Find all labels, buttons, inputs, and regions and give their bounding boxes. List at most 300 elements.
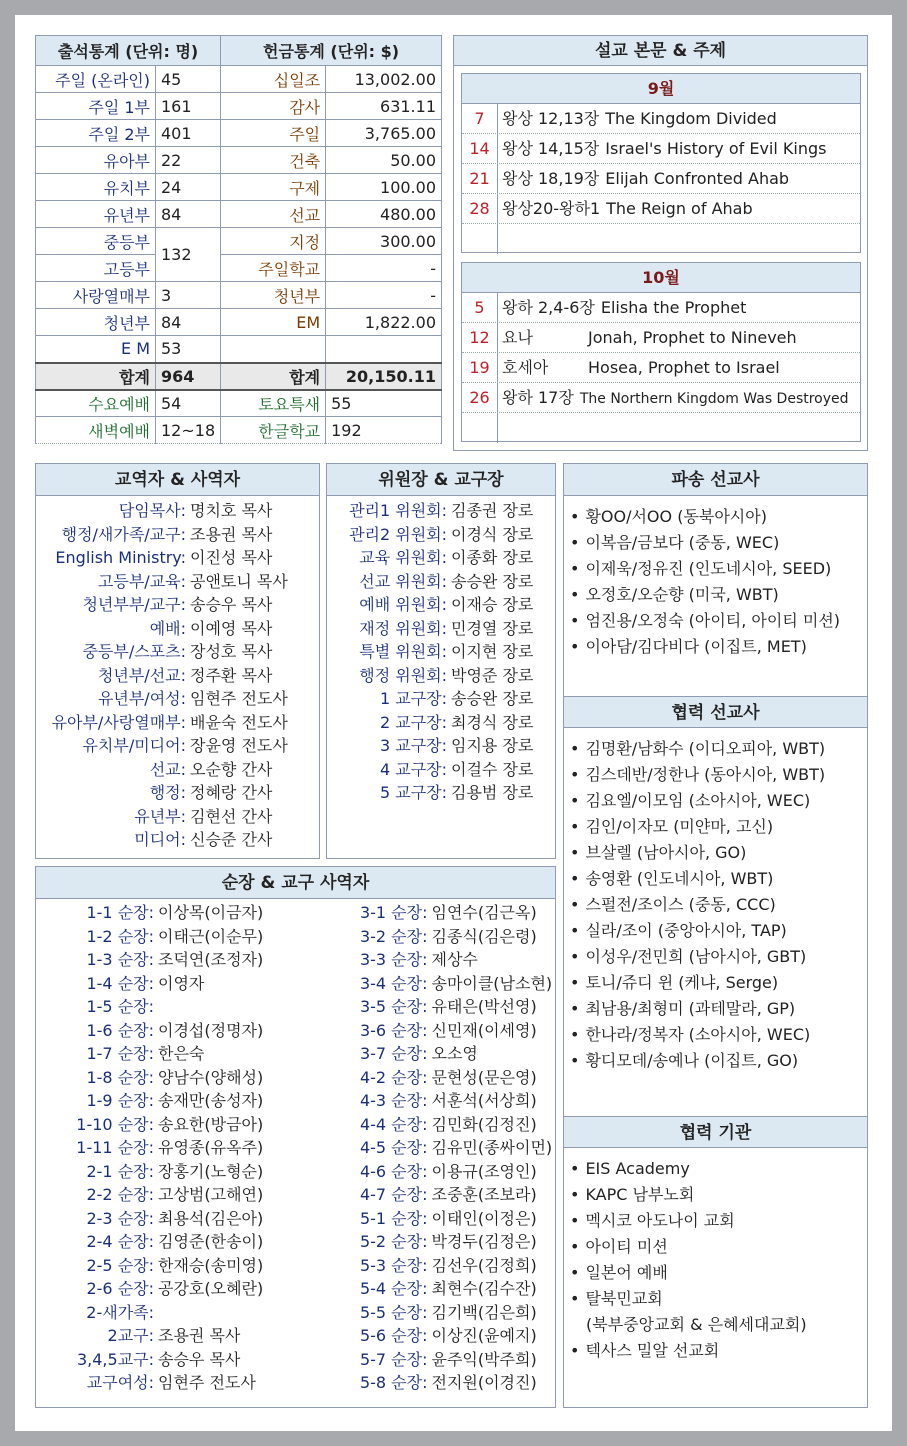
staff-header: 교역자 & 사역자 <box>36 464 319 496</box>
leader-item-name: 김선우(김정희) <box>431 1255 537 1275</box>
staff-item <box>36 781 319 805</box>
staff-item-name: 장윤영 전도사 <box>190 736 288 755</box>
sermon-title: The Northern Kingdom Was Destroyed <box>579 391 849 407</box>
attendance-total-label: 합계 <box>36 363 156 390</box>
committee-item-name: 김종권 장로 <box>451 501 534 520</box>
attendance-extra-label: 수요예배 <box>36 390 156 417</box>
leader-item-role: 5-4 순장: <box>359 1279 428 1298</box>
leader-item-role: 4-7 순장: <box>359 1185 428 1204</box>
committee-item-role: 재정 위원회: <box>359 618 447 638</box>
leader-item <box>307 1042 555 1066</box>
partner-missionary-item: • 최남용/최형미 (과테말라, GP) <box>564 996 867 1022</box>
sermon-text <box>498 413 588 443</box>
sermon-date: 19 <box>462 353 498 382</box>
staff-item <box>36 687 319 711</box>
staff-item <box>36 828 319 852</box>
leader-item-role: 5-5 순장: <box>359 1302 428 1322</box>
staff-item-name: 장성호 목사 <box>190 642 273 661</box>
leader-item-role: 1-10 순장: <box>76 1114 154 1134</box>
staff-item-name: 명치호 목사 <box>190 501 273 520</box>
stats-row <box>36 120 442 147</box>
committee-item-role: 4 교구장: <box>379 759 447 779</box>
leader-item <box>36 995 307 1019</box>
partner-missionary-item: • 스펄전/조이스 (중동, CCC) <box>564 892 867 918</box>
stats-row <box>36 93 442 120</box>
stats-row <box>36 228 442 255</box>
committee-item <box>327 711 555 735</box>
leader-item-name: 윤주익(박주희) <box>431 1349 537 1369</box>
committee-item <box>327 640 555 664</box>
sermon-ref: 왕하 2,4-6장 <box>502 298 595 317</box>
staff-item-role: 청년부/선교: <box>97 665 186 685</box>
leader-item <box>36 1348 307 1372</box>
committee-item-role: 5 교구장: <box>379 783 447 802</box>
leader-item-name: 장홍기(노형순) <box>158 1161 264 1181</box>
committee-item-name: 최경식 장로 <box>451 712 534 732</box>
staff-item <box>36 711 319 735</box>
leader-item-role: 2-새가족: <box>86 1302 154 1322</box>
leader-item-role: 1-11 순장: <box>76 1138 154 1157</box>
staff-item-name: 송승우 목사 <box>190 595 273 614</box>
leader-item-name: 임현주 전도사 <box>158 1373 256 1392</box>
leader-item-role: 5-8 순장: <box>359 1373 428 1392</box>
partner-missionary-item: • 김스데반/정한나 (동아시아, WBT) <box>564 762 867 788</box>
sermon-title: Israel's History of Evil Kings <box>605 139 827 158</box>
leader-item-name: 송승우 목사 <box>158 1349 241 1369</box>
stats-row <box>36 255 442 282</box>
leader-item-role: 1-8 순장: <box>86 1067 154 1087</box>
committee-item-role: 관리2 위원회: <box>349 524 447 544</box>
leader-item-role: 2-6 순장: <box>86 1279 154 1298</box>
missionary-item: • 황OO/서OO (동북아시아) <box>564 504 867 530</box>
offering-value <box>326 336 442 363</box>
leader-item-name: 송재만(송성자) <box>158 1091 264 1110</box>
attendance-value: 84 <box>156 309 221 336</box>
leader-item <box>36 1301 307 1325</box>
leader-item <box>307 1254 555 1278</box>
partner-org-item: • 탈북민교회 <box>564 1286 867 1312</box>
attendance-header: 출석통계 (단위: 명) <box>36 36 221 66</box>
staff-item-role: English Ministry: <box>55 548 186 567</box>
leader-item <box>36 1160 307 1184</box>
leader-item <box>36 1371 307 1395</box>
partner-org-item: • 멕시코 아도나이 교회 <box>564 1208 867 1234</box>
leader-item <box>307 1207 555 1231</box>
leader-item <box>307 948 555 972</box>
leader-item-role: 3-4 순장: <box>359 973 428 993</box>
sermon-text <box>498 293 746 322</box>
partner-org-item: • EIS Academy <box>564 1156 867 1182</box>
staff-item <box>36 546 319 570</box>
sermon-title: Hosea, Prophet to Israel <box>588 358 780 377</box>
sermon-ref: 요나 <box>502 328 533 347</box>
staff-item-role: 유년부/여성: <box>97 689 186 708</box>
staff-item-role: 고등부/교육: <box>97 571 186 591</box>
attendance-label: 주일 2부 <box>36 120 156 147</box>
staff-item-name: 이예영 목사 <box>190 618 273 638</box>
committee-item-name: 김용범 장로 <box>451 783 534 802</box>
stats-row <box>36 282 442 309</box>
leader-item-name: 이용규(조영인) <box>431 1161 537 1181</box>
staff-item-role: 중등부/스포츠: <box>82 642 186 661</box>
committee-item-role: 1 교구장: <box>379 689 447 708</box>
leader-item <box>307 1301 555 1325</box>
leader-item <box>36 901 307 925</box>
staff-item-name: 오순향 간사 <box>190 759 273 779</box>
leader-item <box>307 1371 555 1395</box>
leader-item-name: 최현수(김수잔) <box>431 1279 537 1298</box>
leader-item-role: 4-2 순장: <box>359 1067 428 1087</box>
stats-table <box>35 35 442 444</box>
attendance-value: 53 <box>156 336 221 363</box>
staff-item-name: 배윤숙 전도사 <box>190 712 288 732</box>
committee-item-name: 이경식 장로 <box>451 524 534 544</box>
offering-label: 주일 <box>221 120 326 147</box>
staff-item-role: 예배: <box>149 618 186 638</box>
leader-item-role: 5-1 순장: <box>359 1208 428 1228</box>
offering-value: 631.11 <box>326 93 442 120</box>
committee-item <box>327 499 555 523</box>
leader-item-role: 5-3 순장: <box>359 1255 428 1275</box>
sermon-box <box>453 35 868 451</box>
attendance-value: 132 <box>156 228 221 282</box>
leader-item <box>36 1277 307 1301</box>
offering-label: 건축 <box>221 147 326 174</box>
staff-item <box>36 664 319 688</box>
leader-item <box>36 1230 307 1254</box>
offering-label: 십일조 <box>221 66 326 93</box>
leader-item-role: 2-5 순장: <box>86 1255 154 1275</box>
committee-item-role: 2 교구장: <box>379 712 447 732</box>
offering-value: 13,002.00 <box>326 66 442 93</box>
sermon-date: 28 <box>462 194 498 223</box>
leaders-header: 순장 & 교구 사역자 <box>36 867 555 899</box>
leader-item-role: 1-6 순장: <box>86 1020 154 1040</box>
sermon-row <box>462 224 860 254</box>
leader-item-role: 1-1 순장: <box>86 903 154 922</box>
leader-item-name: 이상목(이금자) <box>158 903 264 922</box>
offering-extra-value: 55 <box>326 390 442 417</box>
committee-item-role: 관리1 위원회: <box>349 501 447 520</box>
leader-item-name: 이영자 <box>158 973 205 993</box>
sermon-text <box>498 194 753 223</box>
leader-item <box>307 1160 555 1184</box>
leader-item-role: 4-5 순장: <box>359 1138 428 1157</box>
leader-item-role: 4-6 순장: <box>359 1161 428 1181</box>
staff-item-role: 미디어: <box>134 830 186 849</box>
committee-box <box>326 463 556 859</box>
leader-item-name: 오소영 <box>431 1044 478 1063</box>
leader-item <box>36 1324 307 1348</box>
sermon-ref: 왕상 12,13장 <box>502 109 600 128</box>
missionary-item: • 엄진용/오정숙 (아이티, 아이티 미션) <box>564 608 867 634</box>
staff-item-role: 선교: <box>149 759 186 779</box>
leader-item <box>307 1066 555 1090</box>
stats-row <box>36 336 442 363</box>
missionary-item: • 오정호/오순향 (미국, WBT) <box>564 582 867 608</box>
missionary-item: • 이제욱/정유진 (인도네시아, SEED) <box>564 556 867 582</box>
staff-item <box>36 640 319 664</box>
stats-extra-row <box>36 417 442 444</box>
leader-item-role: 3-1 순장: <box>359 903 428 922</box>
leader-item-role: 3-2 순장: <box>359 926 428 946</box>
leader-item-name: 제상수 <box>431 950 478 969</box>
offering-value: 3,765.00 <box>326 120 442 147</box>
sermon-date: 26 <box>462 383 498 412</box>
attendance-value: 45 <box>156 66 221 93</box>
leader-item-name: 최용석(김은아) <box>158 1208 264 1228</box>
leader-item <box>307 901 555 925</box>
leader-item <box>36 1113 307 1137</box>
staff-item-name: 임현주 전도사 <box>190 689 288 708</box>
sermon-row <box>462 134 860 164</box>
sermon-date: 14 <box>462 134 498 163</box>
leader-item <box>307 972 555 996</box>
sermon-date: 21 <box>462 164 498 193</box>
leader-item-role: 3-3 순장: <box>359 950 428 969</box>
leader-item <box>307 1324 555 1348</box>
leader-item-role: 2-2 순장: <box>86 1185 154 1204</box>
leader-item <box>36 948 307 972</box>
offering-extra-value: 192 <box>326 417 442 444</box>
committee-item-name: 이걸수 장로 <box>451 759 534 779</box>
partner-missionary-item: • 한나라/정복자 (소아시아, WEC) <box>564 1022 867 1048</box>
sermon-title: The Kingdom Divided <box>605 109 777 128</box>
leader-item <box>36 1019 307 1043</box>
staff-item <box>36 617 319 641</box>
attendance-value: 161 <box>156 93 221 120</box>
attendance-label: 유치부 <box>36 174 156 201</box>
leader-item <box>307 925 555 949</box>
sermon-row <box>462 413 860 443</box>
offering-label: 구제 <box>221 174 326 201</box>
missionary-item: • 이아담/김다비다 (이집트, MET) <box>564 634 867 660</box>
stats-row <box>36 66 442 93</box>
stats-extra-row <box>36 390 442 417</box>
leader-item-role: 교구여성: <box>86 1373 154 1392</box>
sermon-date <box>462 224 498 254</box>
missionary-item: • 이복음/금보다 (중동, WEC) <box>564 530 867 556</box>
stats-row <box>36 201 442 228</box>
sermon-text <box>498 104 777 133</box>
leader-item-name: 김민화(김정진) <box>431 1114 537 1134</box>
partner-missionary-item: • 이성우/전민희 (남아시아, GBT) <box>564 944 867 970</box>
offering-extra-label: 토요특새 <box>221 390 326 417</box>
partner-org-item: • KAPC 남부노회 <box>564 1182 867 1208</box>
staff-item-role: 유치부/미디어: <box>82 736 186 755</box>
attendance-label: 주일 (온라인) <box>36 66 156 93</box>
staff-item-role: 담임목사: <box>118 501 186 520</box>
leader-item-name: 유영종(유옥주) <box>158 1138 264 1157</box>
leader-item-role: 3,4,5교구: <box>76 1349 154 1369</box>
committee-item-name: 임지용 장로 <box>451 736 534 755</box>
staff-item-role: 유아부/사랑열매부: <box>51 712 186 732</box>
staff-item <box>36 805 319 829</box>
leader-item-name: 전지원(이경진) <box>431 1373 537 1392</box>
offering-value: - <box>326 255 442 282</box>
leader-item-name: 송요한(방금아) <box>158 1114 264 1134</box>
leader-item-name: 조용권 목사 <box>158 1326 241 1345</box>
sermon-title: The Reign of Ahab <box>606 199 753 218</box>
leader-item-name <box>154 1301 158 1325</box>
partner-missionary-item: • 토니/쥬디 윈 (케냐, Serge) <box>564 970 867 996</box>
missions-box <box>563 463 868 1408</box>
partner-orgs-header: 협력 기관 <box>564 1116 867 1148</box>
sermon-date <box>462 413 498 443</box>
sermon-title: Jonah, Prophet to Nineveh <box>588 328 797 347</box>
committee-item-name: 민경열 장로 <box>451 618 534 638</box>
leader-item <box>307 1136 555 1160</box>
attendance-value: 24 <box>156 174 221 201</box>
leader-item <box>307 1019 555 1043</box>
leader-item-role: 2-4 순장: <box>86 1232 154 1251</box>
staff-item-name: 이진성 목사 <box>190 548 273 567</box>
offering-label: 청년부 <box>221 282 326 309</box>
committee-header: 위원장 & 교구장 <box>327 464 555 496</box>
attendance-value: 84 <box>156 201 221 228</box>
sermon-row <box>462 164 860 194</box>
leader-item-role: 1-9 순장: <box>86 1091 154 1110</box>
leader-item-role: 3-5 순장: <box>359 997 428 1016</box>
sermon-ref: 왕상20-왕하1 <box>502 199 601 218</box>
offering-label <box>221 336 326 363</box>
leader-item-role: 2-1 순장: <box>86 1161 154 1181</box>
attendance-value: 3 <box>156 282 221 309</box>
leader-item-name: 한재승(송미영) <box>158 1255 264 1275</box>
staff-item-role: 청년부부/교구: <box>82 595 186 614</box>
stats-row <box>36 309 442 336</box>
sermon-row <box>462 104 860 134</box>
staff-item <box>36 593 319 617</box>
sermon-row <box>462 194 860 224</box>
staff-item <box>36 499 319 523</box>
leader-item-name: 서훈석(서상희) <box>431 1091 537 1110</box>
leader-item-role: 1-4 순장: <box>86 973 154 993</box>
sermon-text <box>498 134 826 163</box>
partner-missionary-item: • 김인/이자모 (미얀마, 고신) <box>564 814 867 840</box>
leader-item-role: 2-3 순장: <box>86 1208 154 1228</box>
staff-item-name: 정주환 목사 <box>190 665 273 685</box>
committee-item-role: 선교 위원회: <box>359 571 447 591</box>
sermon-ref: 왕상 14,15장 <box>502 139 600 158</box>
missionaries-header: 파송 선교사 <box>564 464 867 496</box>
sermon-ref: 호세아 <box>502 358 549 377</box>
leader-item-name: 조중훈(조보라) <box>431 1185 537 1204</box>
partner-missionaries-header: 협력 선교사 <box>564 696 867 728</box>
leader-item-name: 김종식(김은령) <box>431 926 537 946</box>
committee-item <box>327 664 555 688</box>
committee-item <box>327 687 555 711</box>
partner-org-item: • 일본어 예배 <box>564 1260 867 1286</box>
leader-item <box>307 1089 555 1113</box>
sermon-ref: 왕하 17장 <box>502 388 574 407</box>
offering-value: 100.00 <box>326 174 442 201</box>
leader-item-name: 신민재(이세영) <box>431 1020 537 1040</box>
leader-item-role: 1-5 순장: <box>86 997 154 1016</box>
committee-item <box>327 734 555 758</box>
attendance-label: 사랑열매부 <box>36 282 156 309</box>
attendance-label: 유아부 <box>36 147 156 174</box>
staff-item-name: 조용권 목사 <box>190 524 273 544</box>
leader-item-name: 유태은(박선영) <box>431 997 537 1016</box>
sermon-text <box>498 383 849 412</box>
partner-missionary-item: • 송영환 (인도네시아, WBT) <box>564 866 867 892</box>
sermon-row <box>462 353 860 383</box>
staff-item-name: 김현선 간사 <box>190 806 273 826</box>
staff-item-name: 신승준 간사 <box>190 830 273 849</box>
committee-item <box>327 617 555 641</box>
sermon-date: 5 <box>462 293 498 322</box>
sermon-text <box>498 353 780 382</box>
staff-item-name: 정혜랑 간사 <box>190 783 273 802</box>
sermon-title: Elisha the Prophet <box>600 298 747 317</box>
staff-item-role: 유년부: <box>134 806 186 826</box>
committee-item-role: 행정 위원회: <box>359 665 447 685</box>
leader-item-name: 한은숙 <box>158 1044 205 1063</box>
offering-header: 헌금통계 (단위: $) <box>221 36 442 66</box>
leader-item <box>36 925 307 949</box>
leader-item-name: 임연수(김근옥) <box>431 903 537 922</box>
leader-item <box>36 972 307 996</box>
leader-item <box>36 1207 307 1231</box>
committee-item <box>327 758 555 782</box>
leader-item-role: 1-7 순장: <box>86 1044 154 1063</box>
partner-org-item: (북부중앙교회 & 은혜세대교회) <box>586 1315 807 1334</box>
partner-org-item: • 텍사스 밀알 선교회 <box>564 1338 867 1364</box>
offering-value: 50.00 <box>326 147 442 174</box>
committee-item-name: 송승완 장로 <box>451 571 534 591</box>
leader-item <box>307 1113 555 1137</box>
sermon-month-2 <box>461 262 861 442</box>
committee-item-name: 이지현 장로 <box>451 642 534 661</box>
sermon-header: 설교 본문 & 주제 <box>454 36 867 66</box>
sermon-date: 12 <box>462 323 498 352</box>
committee-item <box>327 593 555 617</box>
leader-item-name: 조덕연(조정자) <box>158 950 264 969</box>
partner-missionary-item: • 황디모데/송예나 (이집트, GO) <box>564 1048 867 1074</box>
leader-item-name: 이태근(이순무) <box>158 926 264 946</box>
sermon-row <box>462 323 860 353</box>
staff-item <box>36 570 319 594</box>
leader-item <box>307 995 555 1019</box>
sermon-text <box>498 224 588 254</box>
committee-item <box>327 523 555 547</box>
leader-item-role: 1-2 순장: <box>86 926 154 946</box>
leader-item-name: 이경섭(정명자) <box>158 1020 264 1040</box>
leader-item <box>307 1277 555 1301</box>
leader-item-name: 김영준(한송이) <box>158 1232 264 1251</box>
leader-item-role: 1-3 순장: <box>86 950 154 969</box>
leader-item-role: 5-6 순장: <box>359 1326 428 1345</box>
offering-total-label: 합계 <box>221 363 326 390</box>
attendance-label: 주일 1부 <box>36 93 156 120</box>
leader-item-role: 4-3 순장: <box>359 1091 428 1110</box>
offering-total-value: 20,150.11 <box>326 363 442 390</box>
committee-item <box>327 781 555 805</box>
leader-item <box>307 1183 555 1207</box>
offering-value: 1,822.00 <box>326 309 442 336</box>
offering-value: 480.00 <box>326 201 442 228</box>
staff-item-role: 행정/새가족/교구: <box>61 524 186 544</box>
partner-org-item: • 아이티 미션 <box>564 1234 867 1260</box>
sermon-ref: 왕상 18,19장 <box>502 169 600 188</box>
sermon-text <box>498 323 797 352</box>
offering-label: EM <box>221 309 326 336</box>
leader-item-role: 5-2 순장: <box>359 1232 428 1251</box>
leader-item-role: 5-7 순장: <box>359 1349 428 1369</box>
committee-item-name: 이재승 장로 <box>451 595 534 614</box>
leader-item <box>36 1254 307 1278</box>
